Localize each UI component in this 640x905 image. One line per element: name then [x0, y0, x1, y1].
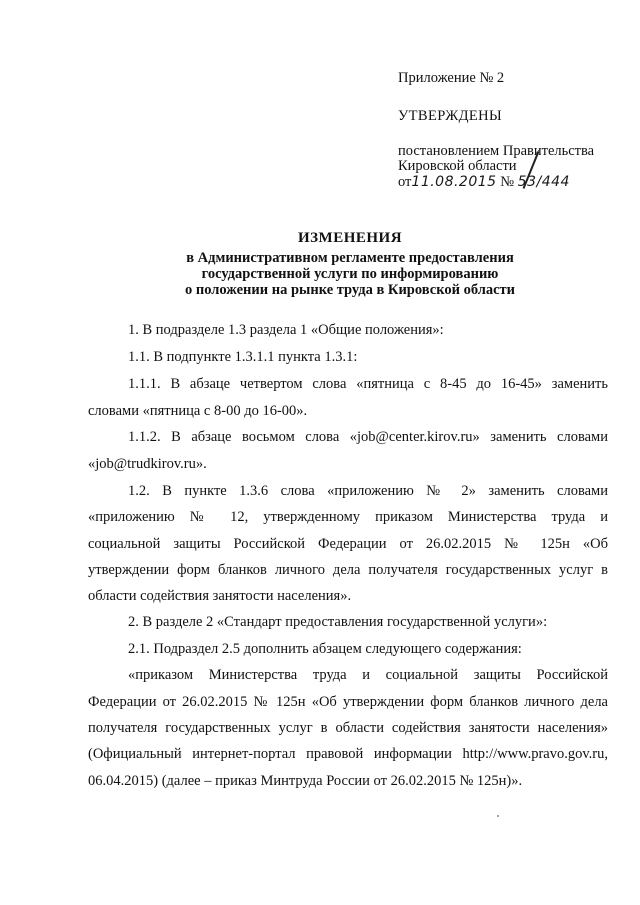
appendix-label: Приложение № 2 — [398, 70, 505, 86]
text-line: «job@trudkirov.ru». — [88, 456, 207, 472]
decree-date-handwritten: 11.08.2015 — [411, 174, 497, 190]
text-line: 2.1. Подраздел 2.5 дополнить абзацем следующего содержания: — [128, 641, 522, 657]
scan-speck — [497, 815, 499, 817]
approved-label: УТВЕРЖДЕНЫ — [398, 108, 503, 124]
decree-number-handwritten: 53/444 — [517, 174, 570, 190]
text-line: (Официальный интернет-портал правовой информации http://www.pravo.gov.ru, — [88, 746, 608, 762]
text-line: 1.1.2. В абзаце восьмом слова «job@center.kirov.ru» заменить словами — [128, 429, 608, 445]
title-line-2: государственной услуги по информированию — [201, 266, 499, 282]
decree-line-1: постановлением Правительства — [398, 143, 595, 159]
text-line: области содействия занятости населения». — [88, 588, 352, 604]
text-line: 1. В подразделе 1.3 раздела 1 «Общие положения»: — [128, 322, 444, 338]
text-line: 06.04.2015) (далее – приказ Минтруда России от 26.02.2015 № 125н)». — [88, 773, 523, 789]
text-line: Федерации от 26.02.2015 № 125н «Об утверждении форм бланков личного дела — [88, 694, 608, 710]
document-title: ИЗМЕНЕНИЯ — [297, 230, 403, 246]
decree-line-2: Кировской области — [398, 158, 517, 174]
text-line: социальной защиты Российской Федерации от 26.02.2015 № 125н «Об — [88, 536, 608, 552]
text-line: 1.1.1. В абзаце четвертом слова «пятница с 8-45 до 16-45» заменить — [128, 376, 608, 392]
text-line: 1.2. В пункте 1.3.6 слова «приложению № 2» заменить словами — [128, 483, 608, 499]
decree-from: от — [398, 174, 412, 190]
decree-number-label: № — [500, 174, 515, 190]
text-line: 1.1. В подпункте 1.3.1.1 пункта 1.3.1: — [128, 349, 358, 365]
title-line-1: в Административном регламенте предоставления — [186, 250, 514, 266]
text-line: словами «пятница с 8-00 до 16-00». — [88, 403, 308, 419]
decree-line-3 — [398, 174, 570, 191]
text-line: утверждении форм бланков личного дела получателя государственных услуг в — [88, 562, 608, 578]
text-line: «приказом Министерства труда и социальной защиты Российской — [128, 667, 608, 683]
text-line: получателя государственных услуг в области содействия занятости населения» — [88, 720, 608, 736]
title-line-3: о положении на рынке труда в Кировской области — [184, 282, 516, 298]
text-line: «приложению № 12, утвержденному приказом Министерства труда и — [88, 509, 608, 525]
text-line: 2. В разделе 2 «Стандарт предоставления государственной услуги»: — [128, 614, 548, 630]
